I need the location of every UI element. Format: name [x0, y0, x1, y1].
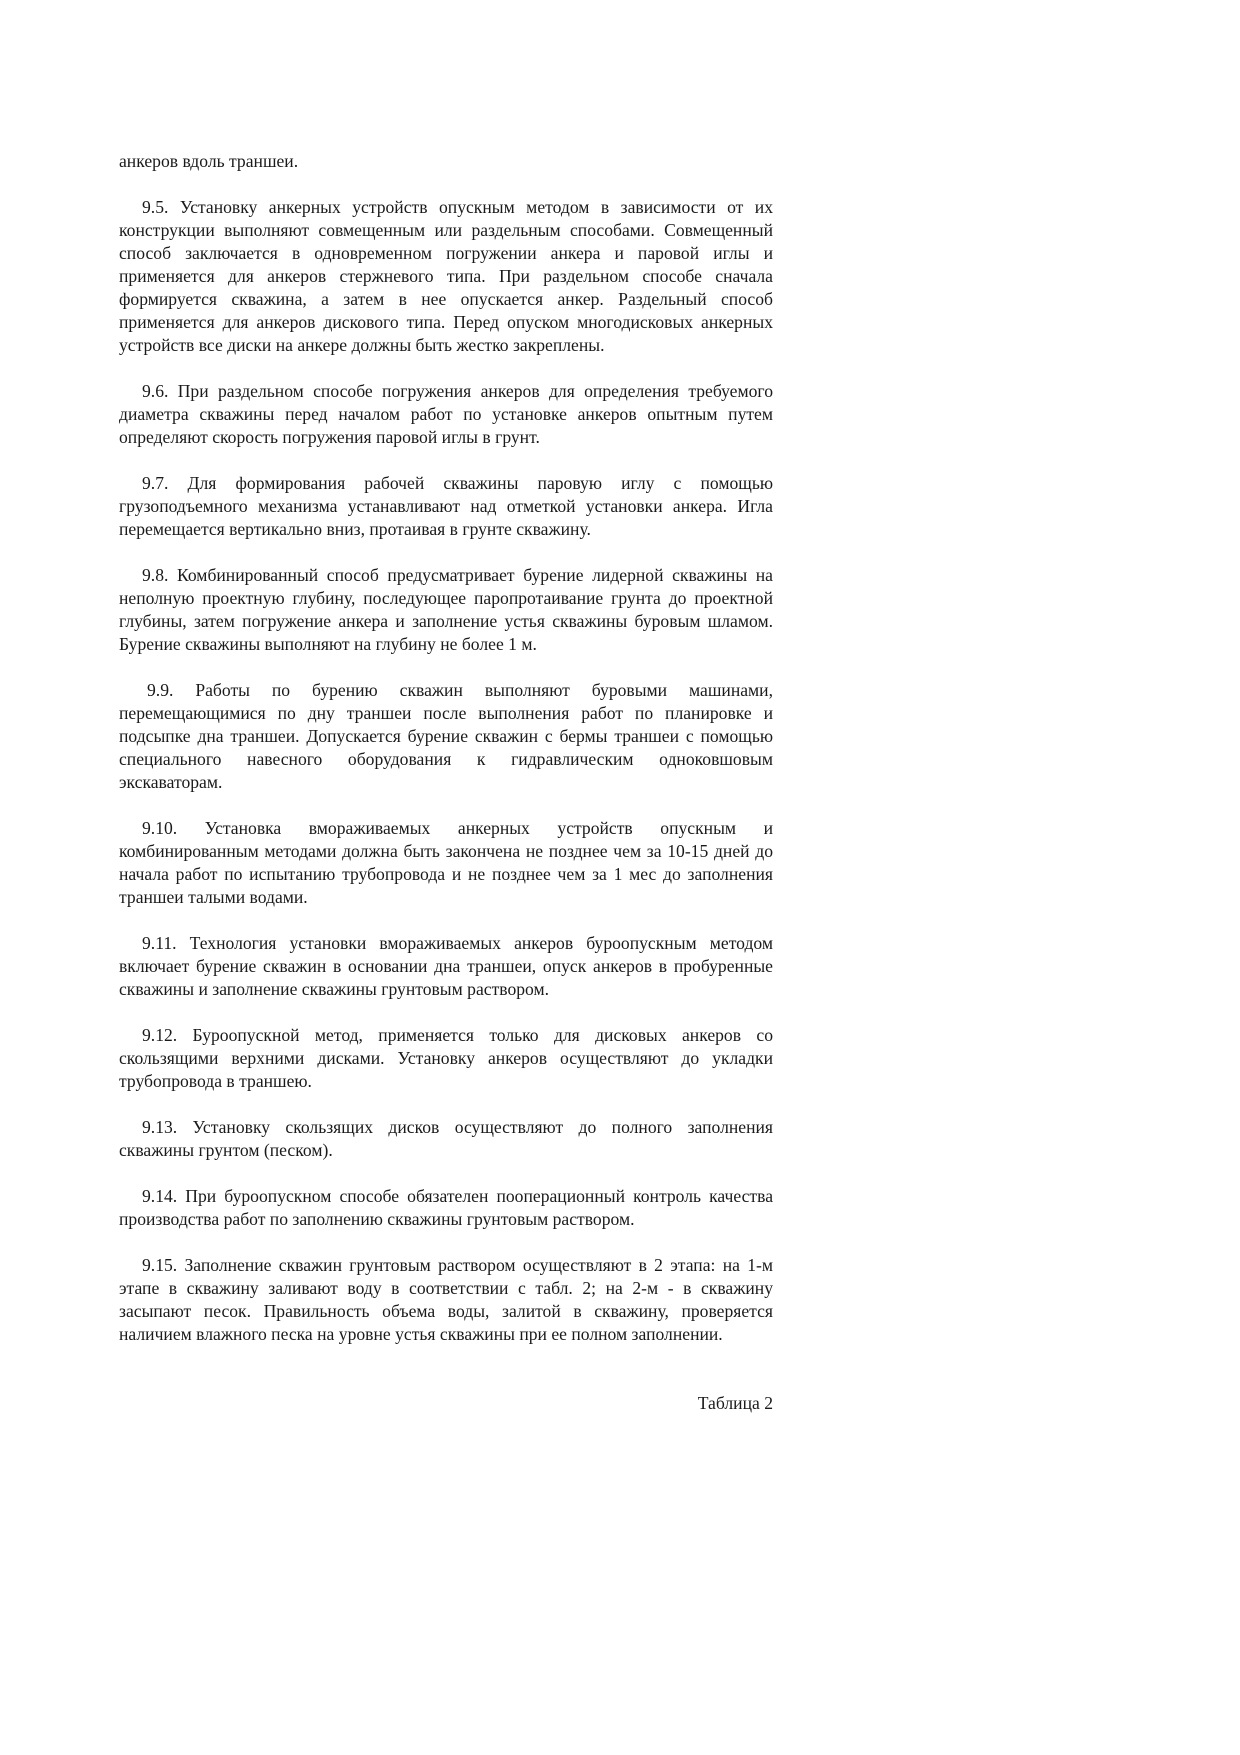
paragraph-9-8: 9.8. Комбинированный способ предусматривает бурение лидерной скважины на неполную проектную глубину, последующее паропротаивание грунта до проектной глубины, затем погружение анкера и заполнение устья скважины буровым шламом. Бурение скважины выполняют на глубину не более 1 м.: [119, 565, 773, 654]
continuation-text: анкеров вдоль траншеи.: [119, 151, 299, 171]
paragraph-9-9: 9.9. Работы по бурению скважин выполняют буровыми машинами, перемещающимися по дну траншеи после выполнения работ по планировке и подсыпке дна траншеи. Допускается бурение скважин с бермы траншеи с помощью специального навесного оборудования к гидравлическим одноковшовым экскаваторам.: [119, 680, 773, 792]
paragraph-9-12: 9.12. Буроопускной метод, применяется только для дисковых анкеров со скользящими верхними дисками. Установку анкеров осуществляют до укладки трубопровода в траншею.: [119, 1025, 773, 1091]
paragraph-9-7: 9.7. Для формирования рабочей скважины паровую иглу с помощью грузоподъемного механизма устанавливают над отметкой установки анкера. Игла перемещается вертикально вниз, протаивая в грунте скважину.: [119, 473, 773, 539]
paragraph-9-10: 9.10. Установка вмораживаемых анкерных устройств опускным и комбинированным методами должна быть закончена не позднее чем за 10-15 дней до начала работ по испытанию трубопровода и не позднее чем за 1 мес до заполнения траншеи талыми водами.: [119, 818, 773, 907]
paragraph-9-11: 9.11. Технология установки вмораживаемых анкеров буроопускным методом включает бурение скважин в основании дна траншеи, опуск анкеров в пробуренные скважины и заполнение скважины грунтовым раствором.: [119, 933, 773, 999]
table-caption: Таблица 2: [697, 1393, 773, 1413]
document-page: [119, 150, 773, 1415]
paragraph-9-6: 9.6. При раздельном способе погружения анкеров для определения требуемого диаметра скважины перед началом работ по установке анкеров опытным путем определяют скорость погружения паровой иглы в грунт.: [119, 381, 773, 447]
paragraph-9-15: 9.15. Заполнение скважин грунтовым раствором осуществляют в 2 этапа: на 1-м этапе в скважину заливают воду в соответствии с табл. 2; на 2-м - в скважину засыпают песок. Правильность объема воды, залитой в скважину, проверяется наличием влажного песка на уровне устья скважины при ее полном заполнении.: [119, 1255, 773, 1344]
paragraph-9-5: 9.5. Установку анкерных устройств опускным методом в зависимости от их конструкции выполняют совмещенным или раздельным способами. Совмещенный способ заключается в одновременном погружении анкера и паровой иглы и применяется для анкеров стержневого типа. При раздельном способе сначала формируется скважина, а затем в нее опускается анкер. Раздельный способ применяется для анкеров дискового типа. Перед опуском многодисковых анкерных устройств все диски на анкере должны быть жестко закреплены.: [119, 197, 773, 355]
paragraph-9-14: 9.14. При буроопускном способе обязателен пооперационный контроль качества производства работ по заполнению скважины грунтовым раствором.: [119, 1186, 773, 1229]
paragraph-9-13: 9.13. Установку скользящих дисков осуществляют до полного заполнения скважины грунтом (песком).: [119, 1117, 773, 1160]
